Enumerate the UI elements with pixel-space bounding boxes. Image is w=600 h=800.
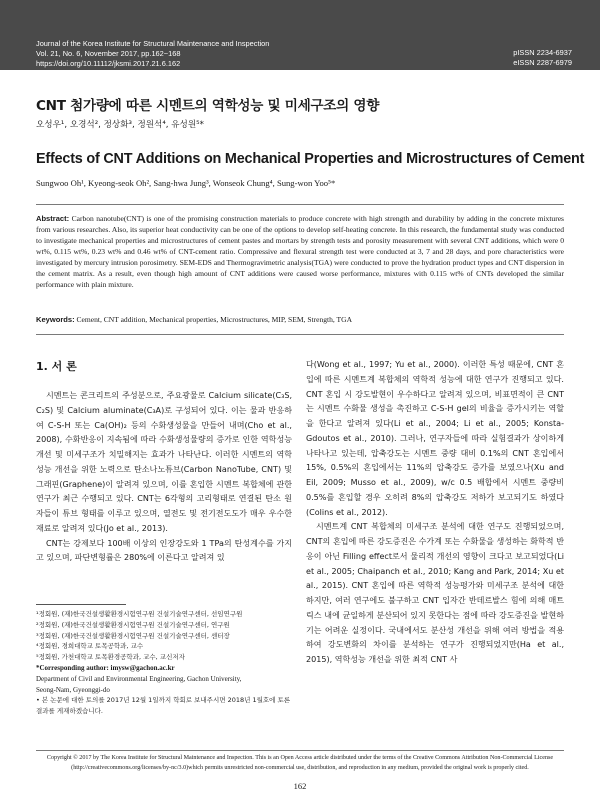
abstract — [36, 213, 564, 290]
pissn: pISSN 2234-6937 — [513, 48, 572, 57]
left-column — [36, 389, 292, 566]
footnote-affiliation: ⁴정회원, 경희대학교 토목공학과, 교수 — [36, 642, 144, 651]
footnote-affiliation: ¹정회원, (재)한국건설생활환경시험연구원 건설기술연구센터, 선임연구원 — [36, 610, 243, 618]
journal-volume: Vol. 21, No. 6, November 2017, pp.162~168 — [36, 49, 181, 58]
copyright-notice: Copyright © 2017 by The Korea Institute for Structural Maintenance and Inspection. This is an Open Access article distributed under the terms of the Creative Commons Attribution Non-Commercial License (http://creativecommons.org/licenses/by-nc/3.0)which permits unrestricted non-commercial use, distribution, and reproduction in any medium, provided the original work is properly cited. — [46, 755, 554, 771]
korean-authors: 오성우¹, 오경석², 정상화³, 정원석⁴, 유성원⁵* — [36, 120, 204, 130]
journal-doi-link[interactable]: https://doi.org/10.11112/jksmi.2017.21.6.162 — [36, 59, 181, 68]
korean-title: CNT 첨가량에 따른 시멘트의 역학성능 및 미세구조의 영향 — [36, 98, 380, 114]
footnote-affiliation: ³정회원, (재)한국건설생활환경시험연구원 건설기술연구센터, 센터장 — [36, 631, 230, 640]
english-authors: Sungwoo Oh¹, Kyeong-seok Oh², Sang-hwa Jung³, Wonseok Chung⁴, Sung-won Yoo⁵* — [36, 178, 336, 188]
discussion-note: • 본 논문에 대한 토의를 2017년 12월 1일까지 학회로 보내주시면 2018년 1월호에 토론결과를 게재하겠습니다. — [36, 696, 291, 716]
keywords-label: Keywords: — [36, 315, 75, 324]
journal-info — [36, 39, 269, 69]
paragraph: 시멘트계 CNT 복합체의 미세구조 분석에 대한 연구도 진행되었으며, CNT의 혼입에 따른 강도증진은 수가계 또는 수화물을 생성하는 화학적 반응이 아닌 Filling effect로서 물리적 개선의 영향이 크다고 보고되었다(Li et al., 2005; Chaipanch et al., 2010; Kang and Park, 2014; Xu et al., 2015). CNT 혼입에 따른 역학적 성능평가와 미세구조 분석에 대한 하지만, 여러 연구에도 불구하고 CNT 입자간 반데르발스 힘에 의해 매트릭스 내에 균일하게 분산되어 있지 못한다는 점에 따라 강도증진을 발현하기는 어려운 실정이다. 국내에서도 분산성 개선을 위해 여러 방법을 적용하여 강도변화의 차이를 분석하는 연구가 진행되었지만(Ha et al., 2015), 역학성능 개선을 위한 최적 CNT 사 — [306, 522, 564, 664]
abstract-label: Abstract: — [36, 214, 70, 223]
journal-header-band — [0, 0, 600, 70]
corresponding-author: *Corresponding author: imysw@gachon.ac.kr — [36, 663, 175, 672]
abstract-text: Carbon nanotube(CNT) is one of the promising construction materials to produce concrete with high strength and durability by adding in the concrete mixtures from various researches. Also, its superior heat conductivity can be one of the options to develop self-heating concrete. In this research, the fundamental study was conducted to investigate mechanical properties and microstructures of cement pastes and mortars by strength tests and porosity measurement with several CNT additions, which were 0 wt%, 0.115 wt%, 0.23 wt% and 0.46 wt% of CNT-cement ratio. Compressive and flexural strength test were conducted at 3, 7 and 28 days, and pore characteristics were investigated by mercury intrusion porosimetry. SEM-EDS and Thermogravimetric analysis(TGA) were conducted to prove the hydration product types and CNT dispersion in the cement matrix. As a result, even though high amount of CNT additions were caused worse performance, mixtures with 0.115 wt% of CNTs developed the similar performance with plain mixture. — [36, 214, 564, 289]
footnote-rule — [36, 604, 126, 605]
english-title: Effects of CNT Additions on Mechanical Properties and Microstructures of Cement — [36, 151, 585, 167]
eissn: eISSN 2287-6979 — [513, 58, 572, 67]
footnotes — [36, 609, 292, 717]
issn-info — [513, 48, 572, 68]
journal-name: Journal of the Korea Institute for Structural Maintenance and Inspection — [36, 39, 270, 48]
keywords — [36, 314, 564, 325]
right-column — [306, 358, 564, 668]
author-location: Seong-Nam, Gyeonggi-do — [36, 685, 110, 694]
footnote-affiliation: ⁵정회원, 가천대학교 토목환경공학과, 교수, 교신저자 — [36, 653, 185, 662]
paragraph: 다(Wong et al., 1997; Yu et al., 2000). 이러한 특성 때문에, CNT 혼입에 따른 시멘트계 복합체의 역학적 성능에 대한 연구가 진행되고 있다. CNT 혼입 시 강도발현이 우수하다고 알려져 있으며, 비표면적이 큰 CNT는 시멘트 수화물 생성을 촉진하고 C-S-H gel의 비율을 증가시키는 역할을 한다고 알려져 있다(Li et al., 2004; Li et al., 2005; Konsta-Gdoutos et al., 2010). 그러나, 연구자들에 따라 실험결과가 상이하게 나타나고 있는데, 압축강도는 시멘트 중량 대비 0.1%의 CNT 혼입에서 15%, 0.5%의 혼입에서는 11%의 압축강도 증가를 보였으나(Xu and Eil, 2009; Musso et al., 2009), w/c 0.5 배합에서 시멘트 중량비 0.5%를 혼입할 경우 오히려 8%의 압축강도 저하가 보고되기도 하였다(Colins et al., 2012). — [306, 360, 564, 517]
section-heading-introduction: 1. 서 론 — [36, 360, 77, 373]
copyright-rule — [36, 750, 564, 751]
abstract-bottom-rule — [36, 334, 564, 335]
keywords-text: Cement, CNT addition, Mechanical properties, Microstructures, MIP, SEM, Strength, TGA — [76, 315, 353, 324]
author-department: Department of Civil and Environmental Engineering, Gachon University, — [36, 674, 242, 683]
paragraph: CNT는 강제보다 100배 이상의 인장강도와 1 TPa의 탄성계수를 가지고 있으며, 파단변형률은 280%에 이른다고 알려져 있 — [36, 538, 292, 563]
abstract-top-rule — [36, 204, 564, 205]
footnote-affiliation: ²정회원, (재)한국건설생활환경시험연구원 건설기술연구센터, 연구원 — [36, 620, 230, 629]
paragraph: 시멘트는 콘크리트의 주성분으로, 주요광물로 Calcium silicate(C₃S, C₂S) 및 Calcium aluminate(C₃A)로 구성되어 있다. 이는 물과 반응하여 C-S-H 또는 Ca(OH)₂ 등의 수화생성물을 만들어 내며(Cho et al., 2008), 수화반응이 지속됨에 따라 수화생성물량의 증가로 인한 역학성능 개선 및 미세구조가 치밀해지는 효과가 나타난다. 이러한 시멘트의 역학성능 개선을 위한 노력으로 탄소나노튜브(Carbon NanoTube, CNT) 및 그래핀(Graphene)이 알려져 있으며, 이를 혼입한 시멘트 복합체에 관한 연구가 최근 수행되고 있다. CNT는 6각형의 고리형태로 연결된 탄소 원자들이 튜브 형태를 이루고 있으며, 열전도 및 전기전도도가 매우 우수한 재료로 알려져 있다(Jo et al., 2013). — [36, 391, 292, 533]
page-number: 162 — [293, 781, 307, 791]
